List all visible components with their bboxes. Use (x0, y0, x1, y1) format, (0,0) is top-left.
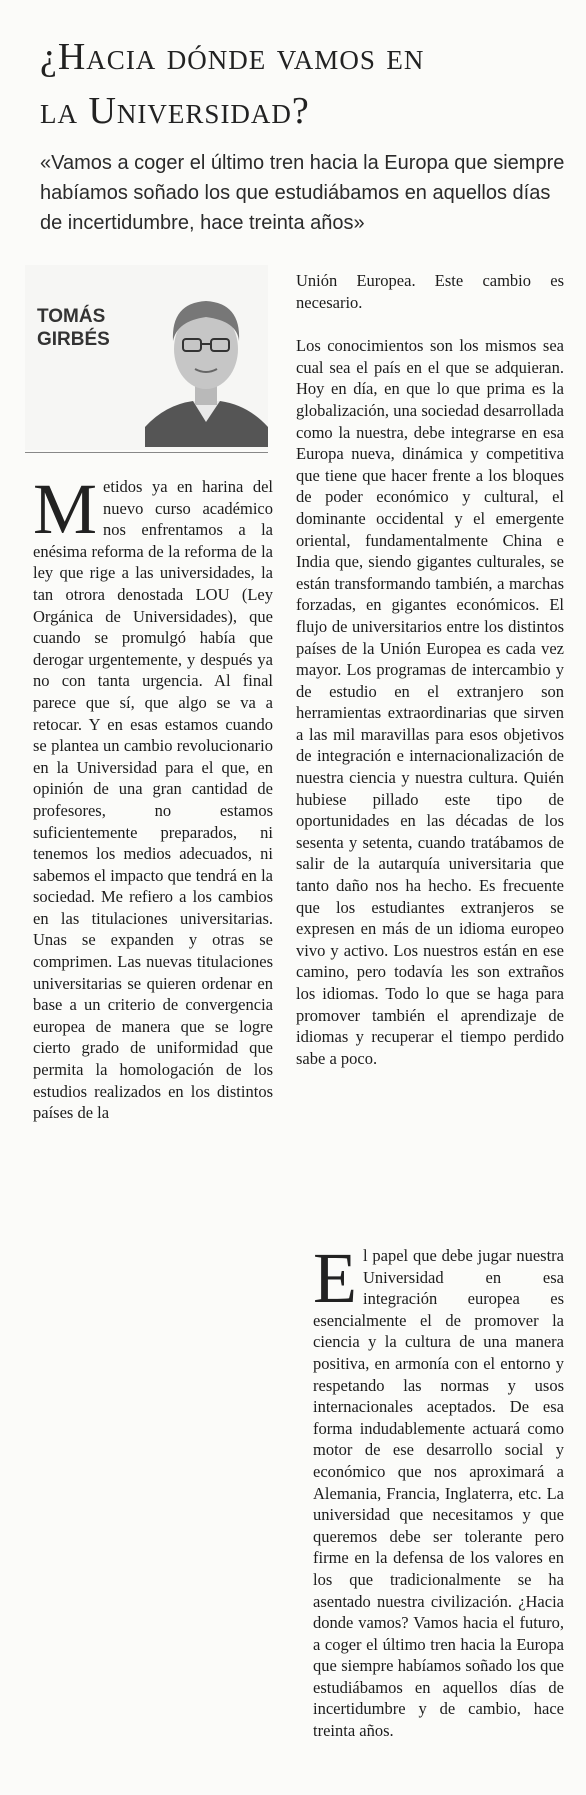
paragraph-opening (33, 469, 273, 1124)
paragraph-knowledge: Los conocimientos son los mismos sea cual sea el país en el que se adquieran. Hoy en día, en que lo que prima es la globalización, una sociedad desarrollada como la nuestra, debe integrarse en esa Europa nueva, dinámica y competitiva que tiene que hacer frente a los bloques de poder económico y cultural, el dominante occidental y el emergente oriental, fundamentalmente China e India que, siendo gigantes culturales, se están transformando también, a marchas forzadas, en gigantes económicos. El flujo de universitarios entre los distintos países de la Unión Europea es cada vez mayor. Los programas de intercambio y de estudio en el extranjero son herramientas extraordinarias que sirven a las mil maravillas para esos objetivos de integración e internacionalización de nuestra ciencia y nuestra cultura. Quién hubiese pillado este tipo de oportunidades en las décadas de los sesenta y setenta, cuando tratábamos de salir de la autarquía universitaria que tanto daño nos ha hecho. Es frecuente que los estudiantes extranjeros se expresen en más de un idioma europeo vivo y activo. Los nuestros están en ese camino, pero todavía les son extraños los idiomas. Todo lo que se haga para promover también el aprendizaje de idiomas y recuperar el tiempo perdido sabe a poco. (296, 336, 564, 1068)
drop-cap: M (33, 469, 98, 549)
drop-cap: E (313, 1238, 357, 1318)
headline-line-1: ¿Hacia dónde vamos en (40, 36, 425, 78)
article-column-3 (313, 1238, 564, 1742)
headline-line-2: la Universidad? (40, 90, 310, 132)
paragraph-closing (313, 1238, 564, 1742)
subheadline-quote: «Vamos a coger el último tren hacia la Europa que siempre habíamos soñado los que estudiábamos en aquellos días de incertidumbre, hace treinta años» (40, 152, 565, 234)
author-first-name: TOMÁS (37, 306, 106, 327)
author-last-name: GIRBÉS (37, 329, 110, 350)
author-divider (25, 452, 268, 453)
article-column-2 (296, 270, 564, 1069)
paragraph-text: etidos ya en harina del nuevo curso académico nos enfrentamos a la enésima reforma de la reforma de la ley que rige a las universidades, la tan otrora denostada LOU (Ley Orgánica de Universidades), que cuando se promulgó había que derogar urgentemente, y después ya no con tanta urgencia. Al final parece que sí, que algo se va a retocar. Y en esas estamos cuando se plantea un cambio revolucionario en la Universidad para el que, en opinión de una gran cantidad de profesores, no estamos suficientemente preparados, ni tenemos los medios adecuados, ni sabemos el impacto que tendrá en la sociedad. Me refiero a los cambios en las titulaciones universitarias. Unas se expanden y otras se comprimen. Las nuevas titulaciones universitarias se quieren ordenar en base a un criterio de convergencia europea de manera que se logre cierto grado de uniformidad que permita la homologación de los estudios realizados en los distintos países de la (33, 477, 273, 1123)
author-portrait (145, 277, 268, 447)
paragraph-text: l papel que debe jugar nuestra Universidad en esa integración europea es esencialmente el de promover la ciencia y la cultura de una manera positiva, en armonía con el entorno y respetando las normas y usos internacionales aceptados. De esa forma indudablemente actuará como motor de ese desarrollo social y económico que nos aproximará a Alemania, Francia, Inglaterra, etc. La universidad que necesitamos y que queremos debe ser tolerante pero firme en la defensa de los valores en los que tradicionalmente se ha asentado nuestra civilización. ¿Hacia donde vamos? Vamos hacia el futuro, a coger el último tren hacia la Europa que siempre habíamos soñado los que estudiábamos en aquellos días de incertidumbre y de cambio, hace treinta años. (313, 1246, 564, 1741)
paragraph-continuation: Unión Europea. Este cambio es necesario. (296, 271, 564, 312)
article-column-1 (33, 469, 273, 1124)
author-box (25, 265, 268, 450)
author-name (37, 305, 110, 351)
headline (40, 30, 560, 138)
